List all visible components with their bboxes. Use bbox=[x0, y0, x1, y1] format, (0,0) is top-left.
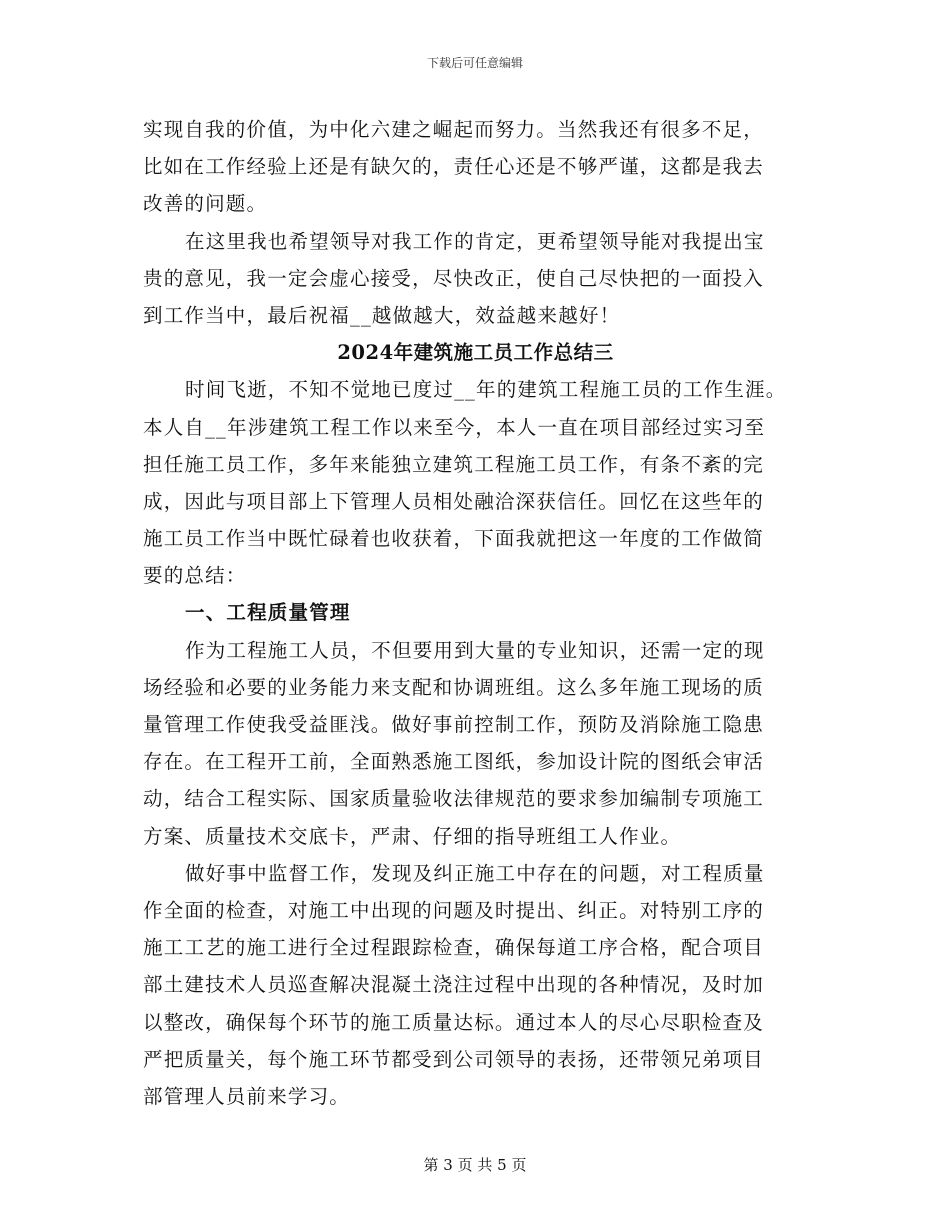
paragraph-line: 量管理工作使我受益匪浅。做好事前控制工作，预防及消除施工隐患 bbox=[143, 713, 765, 736]
paragraph-line: 时间飞逝，不知不觉地已度过__年的建筑工程施工员的工作生涯。 bbox=[185, 378, 787, 402]
paragraph-line: 施工工艺的施工进行全过程跟踪检查，确保每道工序合格，配合项目 bbox=[143, 936, 765, 960]
paragraph-line: 作全面的检查，对施工中出现的问题及时提出、纠正。对特别工序的 bbox=[143, 898, 765, 922]
paragraph-line: 要的总结： bbox=[143, 564, 247, 588]
paragraph-line: 施工员工作当中既忙碌着也收获着，下面我就把这一年度的工作做简 bbox=[143, 527, 765, 551]
document-body bbox=[143, 111, 808, 1115]
paragraph-line: 到工作当中，最后祝福__越做越大，效益越来越好！ bbox=[143, 303, 621, 327]
paragraph-line: 做好事中监督工作，发现及纠正施工中存在的问题，对工程质量 bbox=[185, 861, 765, 885]
paragraph-line: 作为工程施工人员，不但要用到大量的专业知识，还需一定的现 bbox=[185, 638, 765, 662]
paragraph-line: 在这里我也希望领导对我工作的肯定，更希望领导能对我提出宝 bbox=[185, 229, 765, 253]
paragraph-line: 方案、质量技术交底卡，严肃、仔细的指导班组工人作业。 bbox=[143, 824, 682, 848]
paragraph-line: 贵的意见，我一定会虚心接受，尽快改正，使自己尽快把的一面投入 bbox=[143, 266, 765, 290]
paragraph-line: 成，因此与项目部上下管理人员相处融洽深获信任。回忆在这些年的 bbox=[143, 489, 765, 513]
paragraph-line: 动，结合工程实际、国家质量验收法律规范的要求参加编制专项施工 bbox=[143, 787, 765, 811]
paragraph-line: 实现自我的价值，为中化六建之崛起而努力。当然我还有很多不足， bbox=[143, 118, 765, 141]
paragraph-line: 比如在工作经验上还是有缺欠的，责任心还是不够严谨，这都是我去 bbox=[143, 155, 765, 179]
page-number: 第 3 页 共 5 页 bbox=[423, 1156, 527, 1174]
paragraph-line: 本人自__年涉建筑工程工作以来至今，本人一直在项目部经过实习至 bbox=[143, 415, 766, 439]
header-note: 下载后可任意编辑 bbox=[426, 56, 523, 70]
paragraph-line: 存在。在工程开工前，全面熟悉施工图纸，参加设计院的图纸会审活 bbox=[143, 750, 765, 774]
paragraph-line: 场经验和必要的业务能力来支配和协调班组。这么多年施工现场的质 bbox=[143, 675, 765, 699]
paragraph-line: 部管理人员前来学习。 bbox=[143, 1084, 351, 1108]
paragraph-line: 部土建技术人员巡查解决混凝土浇注过程中出现的各种情况，及时加 bbox=[143, 973, 765, 997]
section-title: 2024年建筑施工员工作总结三 bbox=[337, 341, 614, 365]
paragraph-line: 严把质量关，每个施工环节都受到公司领导的表扬，还带领兄弟项目 bbox=[143, 1047, 765, 1071]
paragraph-line: 改善的问题。 bbox=[143, 192, 268, 216]
section-heading: 一、工程质量管理 bbox=[185, 601, 351, 625]
paragraph-line: 担任施工员工作，多年来能独立建筑工程施工员工作，有条不紊的完 bbox=[143, 452, 765, 476]
paragraph-line: 以整改，确保每个环节的施工质量达标。通过本人的尽心尽职检查及 bbox=[143, 1010, 765, 1034]
